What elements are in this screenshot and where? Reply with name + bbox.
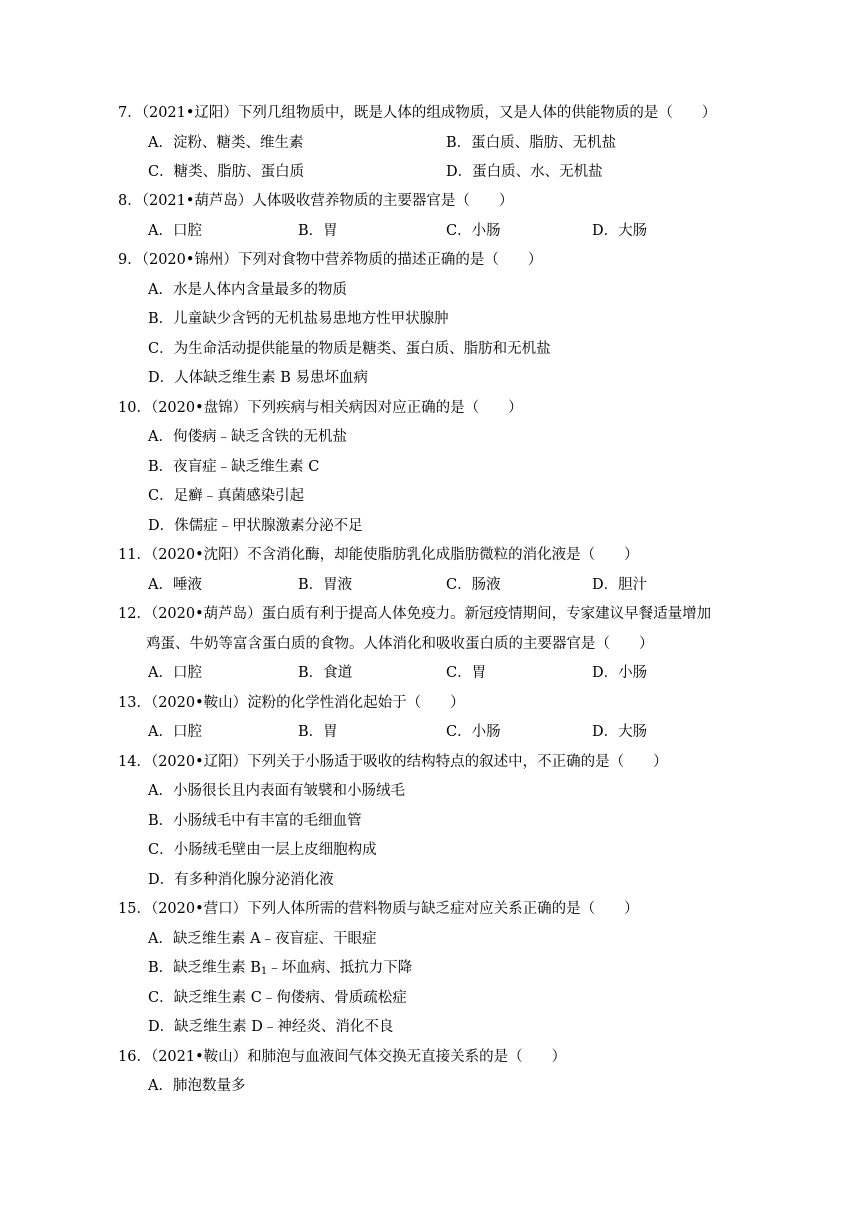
question-9-option-d: D．人体缺乏维生素 B 易患坏血病 (148, 370, 368, 386)
question-11-stem: 11．（2020•沈阳）不含消化酶，却能使脂肪乳化成脂肪微粒的消化液是（ ） (118, 547, 639, 563)
question-8-option-c: C．小肠 (446, 223, 501, 239)
question-7-stem: 7．（2021•辽阳）下列几组物质中，既是人体的组成物质，又是人体的供能物质的是（ ） (118, 105, 717, 121)
question-10-option-b: B．夜盲症﹣缺乏维生素 C (148, 459, 320, 475)
question-12-option-b: B．食道 (298, 665, 353, 681)
question-9-stem: 9．（2020•锦州）下列对食物中营养物质的描述正确的是（ ） (118, 252, 543, 268)
question-13-option-b: B．胃 (298, 724, 338, 740)
question-11-option-a: A．唾液 (148, 577, 202, 593)
question-11-option-b: B．胃液 (298, 577, 353, 593)
question-14-option-b: B．小肠绒毛中有丰富的毛细血管 (148, 813, 362, 829)
question-15-stem: 15．（2020•营口）下列人体所需的营料物质与缺乏症对应关系正确的是（ ） (118, 901, 639, 917)
question-15-option-a: A．缺乏维生素 A﹣夜盲症、干眼症 (148, 931, 377, 947)
question-15-option-b-subscript: 1 (260, 966, 268, 977)
question-16-option-a: A．肺泡数量多 (148, 1078, 246, 1094)
question-13-option-a: A．口腔 (148, 724, 202, 740)
question-12-stem-continued: 鸡蛋、牛奶等富含蛋白质的食物。人体消化和吸收蛋白质的主要器官是（ ） (146, 636, 654, 652)
question-15-option-b (148, 959, 412, 977)
question-7-option-d: D．蛋白质、水、无机盐 (446, 164, 603, 180)
question-12-option-c: C．胃 (446, 665, 487, 681)
question-13-option-d: D．大肠 (592, 724, 648, 740)
question-7-option-c: C．糖类、脂肪、蛋白质 (148, 164, 305, 180)
question-14-option-c: C．小肠绒毛壁由一层上皮细胞构成 (148, 842, 377, 858)
question-14-stem: 14．（2020•辽阳）下列关于小肠适于吸收的结构特点的叙述中，不正确的是（ ） (118, 754, 668, 770)
question-15-option-b-text: B．缺乏维生素 B (148, 960, 261, 976)
question-10-stem: 10．（2020•盘锦）下列疾病与相关病因对应正确的是（ ） (118, 400, 523, 416)
question-9-option-c: C．为生命活动提供能量的物质是糖类、蛋白质、脂肪和无机盐 (148, 341, 551, 357)
question-10-option-a: A．佝偻病﹣缺乏含铁的无机盐 (148, 429, 347, 445)
question-15-option-d: D．缺乏维生素 D﹣神经炎、消化不良 (148, 1019, 394, 1035)
question-9-option-b: B．儿童缺少含钙的无机盐易患地方性甲状腺肿 (148, 311, 449, 327)
question-8-option-d: D．大肠 (592, 223, 648, 239)
question-7-option-a: A．淀粉、糖类、维生素 (148, 135, 304, 151)
question-13-option-c: C．小肠 (446, 724, 501, 740)
question-8-stem: 8．（2021•葫芦岛）人体吸收营养物质的主要器官是（ ） (118, 193, 514, 209)
question-14-option-d: D．有多种消化腺分泌消化液 (148, 872, 334, 888)
question-12-option-d: D．小肠 (592, 665, 648, 681)
question-14-option-a: A．小肠很长且内表面有皱襞和小肠绒毛 (148, 783, 405, 799)
question-12-option-a: A．口腔 (148, 665, 202, 681)
question-10-option-c: C．足癣﹣真菌感染引起 (148, 488, 305, 504)
question-10-option-d: D．侏儒症﹣甲状腺激素分泌不足 (148, 518, 363, 534)
question-15-option-b-tail: ﹣坏血病、抵抗力下降 (267, 960, 413, 976)
question-9-option-a: A．水是人体内含量最多的物质 (148, 282, 347, 298)
question-7-option-b: B．蛋白质、脂肪、无机盐 (446, 135, 617, 151)
question-12-stem: 12．（2020•葫芦岛）蛋白质有利于提高人体免疫力。新冠疫情期间，专家建议早餐适量增加 (118, 606, 712, 622)
question-13-stem: 13．（2020•鞍山）淀粉的化学性消化起始于（ ） (118, 695, 465, 711)
question-8-option-b: B．胃 (298, 223, 338, 239)
question-16-stem: 16．（2021•鞍山）和肺泡与血液间气体交换无直接关系的是（ ） (118, 1049, 567, 1065)
question-8-option-a: A．口腔 (148, 223, 202, 239)
question-11-option-c: C．肠液 (446, 577, 501, 593)
question-11-option-d: D．胆汁 (592, 577, 648, 593)
question-15-option-c: C．缺乏维生素 C﹣佝偻病、骨质疏松症 (148, 990, 407, 1006)
